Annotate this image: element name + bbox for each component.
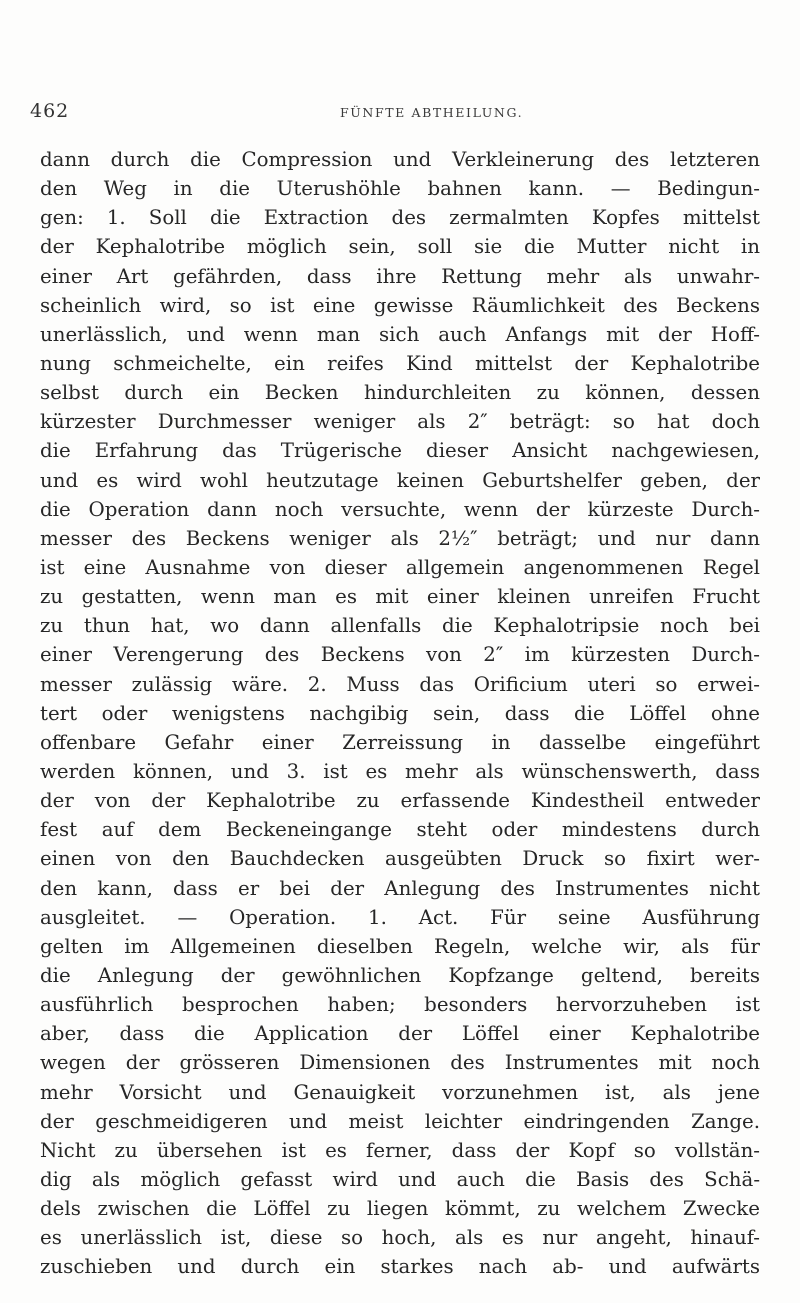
text-line: scheinlich wird, so ist eine gewisse Räumlichkeit des Beckens — [40, 293, 760, 317]
text-line: messer zulässig wäre. 2. Muss das Orificium uteri so erwei- — [40, 672, 760, 696]
text-line: gelten im Allgemeinen dieselben Regeln, welche wir, als für — [40, 934, 760, 958]
text-line: aber, dass die Application der Löffel einer Kephalotribe — [40, 1022, 760, 1046]
text-line: kürzester Durchmesser weniger als 2″ beträgt: so hat doch — [40, 410, 760, 434]
text-line: die Erfahrung das Trügerische dieser Ansicht nachgewiesen, — [40, 439, 760, 463]
page-header — [30, 100, 710, 124]
text-line: ausführlich besprochen haben; besonders hervorzuheben ist — [40, 993, 760, 1017]
text-line: einer Verengerung des Beckens von 2″ im kürzesten Durch- — [40, 643, 760, 667]
text-line: einen von den Bauchdecken ausgeübten Druck so fixirt wer- — [40, 847, 760, 871]
body-text — [40, 145, 760, 1281]
text-line: es unerlässlich ist, diese so hoch, als es nur angeht, hinauf- — [40, 1226, 760, 1250]
text-line: selbst durch ein Becken hindurchleiten zu können, dessen — [40, 381, 760, 405]
text-line: mehr Vorsicht und Genauigkeit vorzunehmen ist, als jene — [40, 1080, 760, 1104]
page-number: 462 — [30, 100, 70, 122]
text-line: gen: 1. Soll die Extraction des zermalmten Kopfes mittelst — [40, 206, 760, 230]
text-line: ist eine Ausnahme von dieser allgemein angenommenen Regel — [40, 555, 760, 579]
text-line: dig als möglich gefasst wird und auch die Basis des Schä- — [40, 1167, 760, 1191]
text-line: der geschmeidigeren und meist leichter eindringenden Zange. — [40, 1109, 760, 1133]
text-line: fest auf dem Beckeneingange steht oder mindestens durch — [40, 818, 760, 842]
text-line: zu gestatten, wenn man es mit einer kleinen unreifen Frucht — [40, 585, 760, 609]
text-line: nung schmeichelte, ein reifes Kind mittelst der Kephalotribe — [40, 351, 760, 375]
text-line: die Anlegung der gewöhnlichen Kopfzange geltend, bereits — [40, 963, 760, 987]
text-line: zuschieben und durch ein starkes nach ab- und aufwärts — [40, 1255, 760, 1279]
text-line: und es wird wohl heutzutage keinen Geburtshelfer geben, der — [40, 468, 760, 492]
text-line: dann durch die Compression und Verkleinerung des letzteren — [40, 148, 760, 171]
text-line: den kann, dass er bei der Anlegung des Instrumentes nicht — [40, 876, 760, 900]
text-line: wegen der grösseren Dimensionen des Instrumentes mit noch — [40, 1051, 760, 1075]
text-line: messer des Beckens weniger als 2½″ beträgt; und nur dann — [40, 526, 760, 550]
text-line: der Kephalotribe möglich sein, soll sie die Mutter nicht in — [40, 235, 760, 259]
text-line: einer Art gefährden, dass ihre Rettung mehr als unwahr- — [40, 264, 760, 288]
text-line: zu thun hat, wo dann allenfalls die Kephalotripsie noch bei — [40, 614, 760, 638]
text-line: Nicht zu übersehen ist es ferner, dass der Kopf so vollstän- — [40, 1138, 760, 1162]
text-line: tert oder wenigstens nachgibig sein, dass die Löffel ohne — [40, 701, 760, 725]
text-line: der von der Kephalotribe zu erfassende Kindestheil entweder — [40, 789, 760, 813]
text-line: offenbare Gefahr einer Zerreissung in dasselbe eingeführt — [40, 730, 760, 754]
text-line: die Operation dann noch versuchte, wenn der kürzeste Durch- — [40, 497, 760, 521]
text-line: dels zwischen die Löffel zu liegen kömmt, zu welchem Zwecke — [40, 1197, 760, 1221]
text-line: den Weg in die Uterushöhle bahnen kann. — Bedingun- — [40, 177, 760, 201]
text-line: unerlässlich, und wenn man sich auch Anfangs mit der Hoff- — [40, 322, 760, 346]
running-title: FÜNFTE ABTHEILUNG. — [340, 105, 524, 120]
text-line: ausgleitet. — Operation. 1. Act. Für seine Ausführung — [40, 905, 760, 929]
text-line: werden können, und 3. ist es mehr als wünschenswerth, dass — [40, 759, 760, 783]
